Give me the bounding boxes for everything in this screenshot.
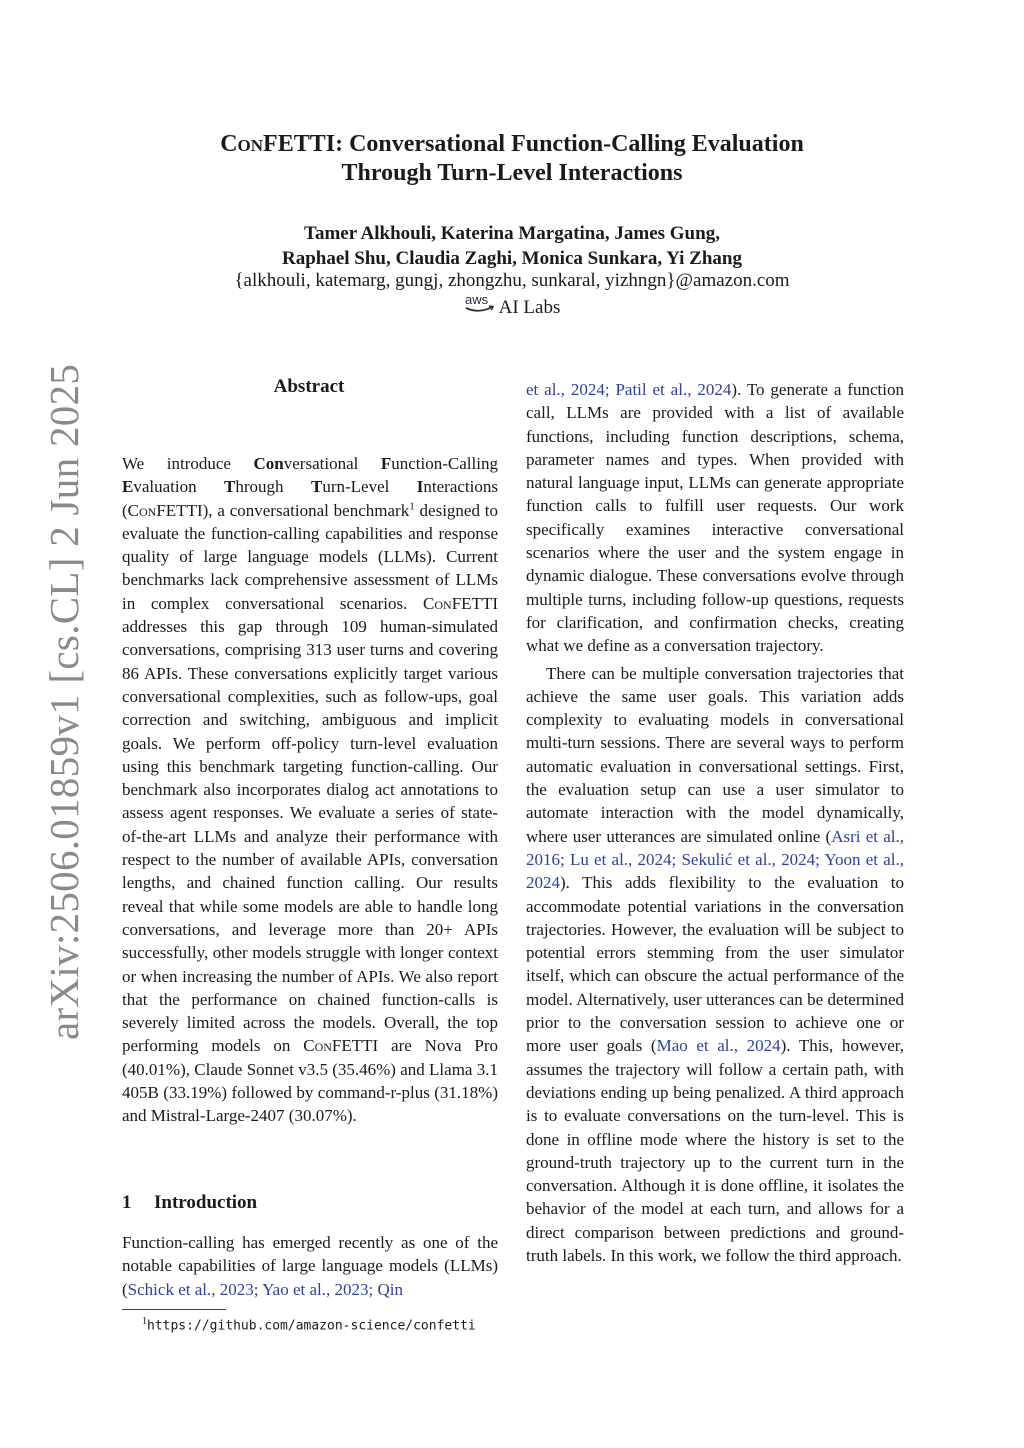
citation-link[interactable]: et al., 2024; Patil et al., 2024 (526, 380, 732, 399)
section-heading-introduction (122, 1192, 257, 1214)
citation-link[interactable]: Mao et al., 2024 (656, 1036, 781, 1056)
author-emails: {alkhouli, katemarg, gungj, zhongzhu, sunkaral, yizhngn}@amazon.com (234, 270, 790, 291)
lab-name: AI Labs (498, 297, 561, 318)
title-line2: Through Turn-Level Interactions (341, 160, 683, 186)
citation-link[interactable]: Schick et al., 2023; Yao et al., 2023; Qin (127, 1279, 403, 1299)
footnote-divider (122, 1309, 226, 1310)
affiliation (120, 268, 904, 320)
abstract-heading: Abstract (273, 376, 345, 397)
intro-paragraph-2: There can be multiple conversation trajectories that achieve the same user goals. This variation adds complexity to evaluating models in conversational multi-turn sessions. There are several ways to perform automatic evaluation in conversational settings. First, the evaluation setup can use a user simulator to automate interaction with the model dynamically, where user utterances are simulated online (Asri et al., 2016; Lu et al., 2024; Sekulić et al., 2024; Yoon et al., 2024). This adds flexibility to the evaluation to accommodate potential variations in the conversation trajectories. However, the evaluation will be subject to potential errors stemming from the user simulator itself, which can obscure the actual performance of the model. Alternatively, user utterances can be determined prior to the conversation session to achieve one or more user goals (Mao et al., 2024). This, however, assumes the trajectory will follow a certain path, with deviations ending up being penalized. A third approach is to evaluate conversations on the turn-level. This is done in offline mode where the history is set to the ground-truth trajectory up to the current turn in the conversation. Although it is done offline, it isolates the behavior of the model at each turn, and allows for a direct comparison between predictions and ground-truth labels. In this work, we follow the third approach. (526, 663, 904, 1265)
right-column (526, 378, 904, 1267)
paper-title (120, 130, 904, 188)
abstract-body: We introduce Conversational Function-Calling Evaluation Through Turn-Level Interactions (ConFETTI), a conversational benchmark$^1$ designed to evaluate the function-calling capabilities and response quality of large language models (LLMs). Current benchmarks lack comprehensive assessment of LLMs in complex conversational scenarios. ConFETTI addresses this gap through 109 human-simulated conversations, comprising 313 user turns and covering 86 APIs. These conversations explicitly target various conversational complexities, such as follow-ups, goal correction and switching, ambiguous and implicit goals. We perform off-policy turn-level evaluation using this benchmark targeting function-calling. Our benchmark also incorporates dialog act annotations to assess agent responses. We evaluate a series of state-of-the-art LLMs and analyze their performance with respect to the number of available APIs, conversation lengths, and chained function calling. Our results reveal that while some models are able to handle long conversations, and leverage more than 20+ APIs successfully, other models struggle with longer context or when increasing the number of APIs. We also report that the performance on chained function-calls is severely limited across the models. Overall, the top performing models on ConFETTI are Nova Pro (40.01%), Claude Sonnet v3.5 (35.46%) and Llama 3.1 405B (33.19%) followed by command-r-plus (31.18%) and Mistral-Large-2407 (30.07%). (122, 454, 499, 1126)
footnote-url[interactable]: https://github.com/amazon-science/confetti (147, 1318, 476, 1334)
footnote (142, 1316, 476, 1333)
authors-line1: Tamer Alkhouli, Katerina Margatina, James Gung, (304, 223, 720, 244)
section-title: Introduction (154, 1192, 258, 1213)
aws-logo-text: aws (464, 293, 488, 307)
section-number: 1 (122, 1192, 132, 1213)
abstract-intro-we: We introduce (122, 454, 254, 473)
footnote-marker[interactable]: 1 (409, 499, 415, 512)
title-prefix-smallcaps: on (237, 131, 264, 157)
citation-link[interactable]: Asri et al., 2016; Lu et al., 2024; Sekulić et al., 2024; Yoon et al., 2024 (526, 826, 904, 893)
introduction-paragraph: Function-calling has emerged recently as one of the notable capabilities of large language models (LLMs) (Schick et al., 2023; Yao et al., 2023; Qin (122, 1233, 498, 1299)
footnote-number: 1 (142, 1316, 147, 1327)
arxiv-identifier: arXiv:2506.01859v1 [cs.CL] 2 Jun 2025 (41, 363, 87, 1040)
author-list (120, 221, 904, 271)
title-line1-rest: FETTI: Conversational Function-Calling Evaluation (263, 131, 804, 157)
title-prefix-cap: C (220, 131, 238, 157)
intro-paragraph-1: et al., 2024; Patil et al., 2024). To generate a function call, LLMs are provided with a list of available functions, including function descriptions, schema, parameter names and types. When provided with natural language input, LLMs can generate appropriate function calls to fulfill user requests. Our work specifically examines interactive conversational scenarios where the user and the system engage in dynamic dialogue. These conversations evolve through multiple turns, including follow-up questions, requests for clarification, and confirmation checks, creating what we define as a conversation trajectory. (526, 380, 904, 656)
aws-logo-icon (464, 293, 496, 315)
authors-line2: Raphael Shu, Claudia Zaghi, Monica Sunkara, Yi Zhang (281, 248, 742, 269)
